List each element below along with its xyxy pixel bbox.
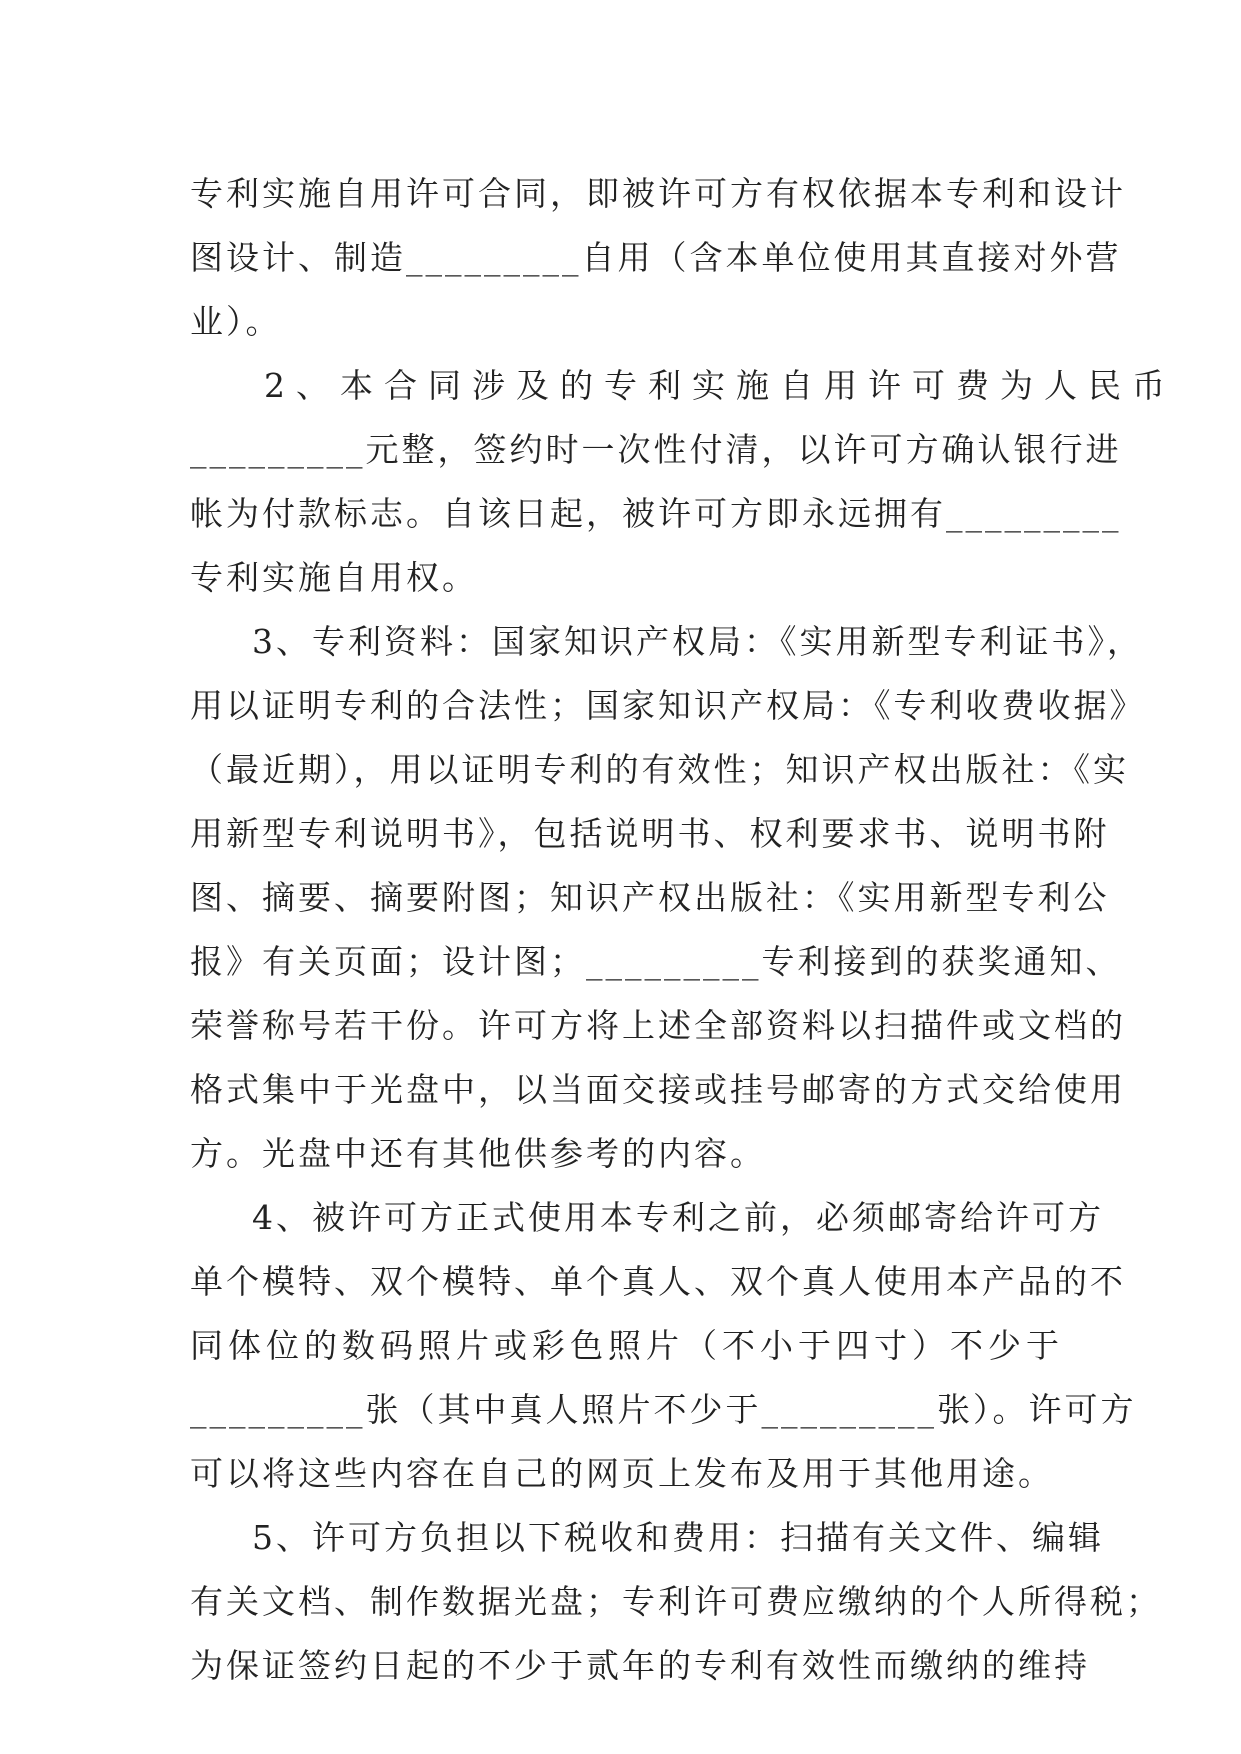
text-line: 荣誉称号若干份。许可方将上述全部资料以扫描件或文档的 — [190, 1006, 1126, 1045]
text-line: _________张（其中真人照片不少于_________张）。许可方 — [190, 1390, 1137, 1429]
text-line: 单个模特、双个模特、单个真人、双个真人使用本产品的不 — [190, 1262, 1126, 1301]
text-line: 用新型专利说明书》，包括说明书、权利要求书、说明书附 — [190, 814, 1110, 853]
text-line: 图、摘要、摘要附图；知识产权出版社：《实用新型专利公 — [190, 878, 1110, 917]
text-line: 为保证签约日起的不少于贰年的专利有效性而缴纳的维持 — [190, 1646, 1090, 1685]
text-line: 有关文档、制作数据光盘；专利许可费应缴纳的个人所得税； — [190, 1582, 1162, 1621]
text-line: _________元整，签约时一次性付清，以许可方确认银行进 — [190, 430, 1122, 469]
text-line: 格式集中于光盘中，以当面交接或挂号邮寄的方式交给使用 — [190, 1070, 1126, 1109]
clause-5-heading-line: 5、许可方负担以下税收和费用：扫描有关文件、编辑 — [252, 1518, 1104, 1557]
text-line: 帐为付款标志。自该日起，被许可方即永远拥有_________ — [190, 494, 1122, 533]
text-line: 同体位的数码照片或彩色照片（不小于四寸）不少于 — [190, 1326, 1064, 1365]
text-line: 业）。 — [190, 302, 282, 341]
text-line: 方。光盘中还有其他供参考的内容。 — [190, 1134, 766, 1173]
text-line: 专利实施自用许可合同，即被许可方有权依据本专利和设计 — [190, 174, 1126, 213]
text-line: 报》有关页面；设计图；_________专利接到的获奖通知、 — [190, 942, 1122, 981]
text-line: 图设计、制造_________自用（含本单位使用其直接对外营 — [190, 238, 1122, 277]
text-line: 专利实施自用权。 — [190, 558, 478, 597]
text-line: 用以证明专利的合法性；国家知识产权局：《专利收费收据》 — [190, 686, 1146, 725]
text-line: （最近期），用以证明专利的有效性；知识产权出版社：《实 — [190, 750, 1129, 789]
clause-2-heading-line: 2、本合同涉及的专利实施自用许可费为人民币 — [264, 366, 1176, 405]
text-line: 可以将这些内容在自己的网页上发布及用于其他用途。 — [190, 1454, 1054, 1493]
contract-text — [190, 162, 1176, 1698]
clause-3-heading-line: 3、专利资料：国家知识产权局：《实用新型专利证书》， — [252, 622, 1143, 661]
clause-4-heading-line: 4、被许可方正式使用本专利之前，必须邮寄给许可方 — [252, 1198, 1104, 1237]
